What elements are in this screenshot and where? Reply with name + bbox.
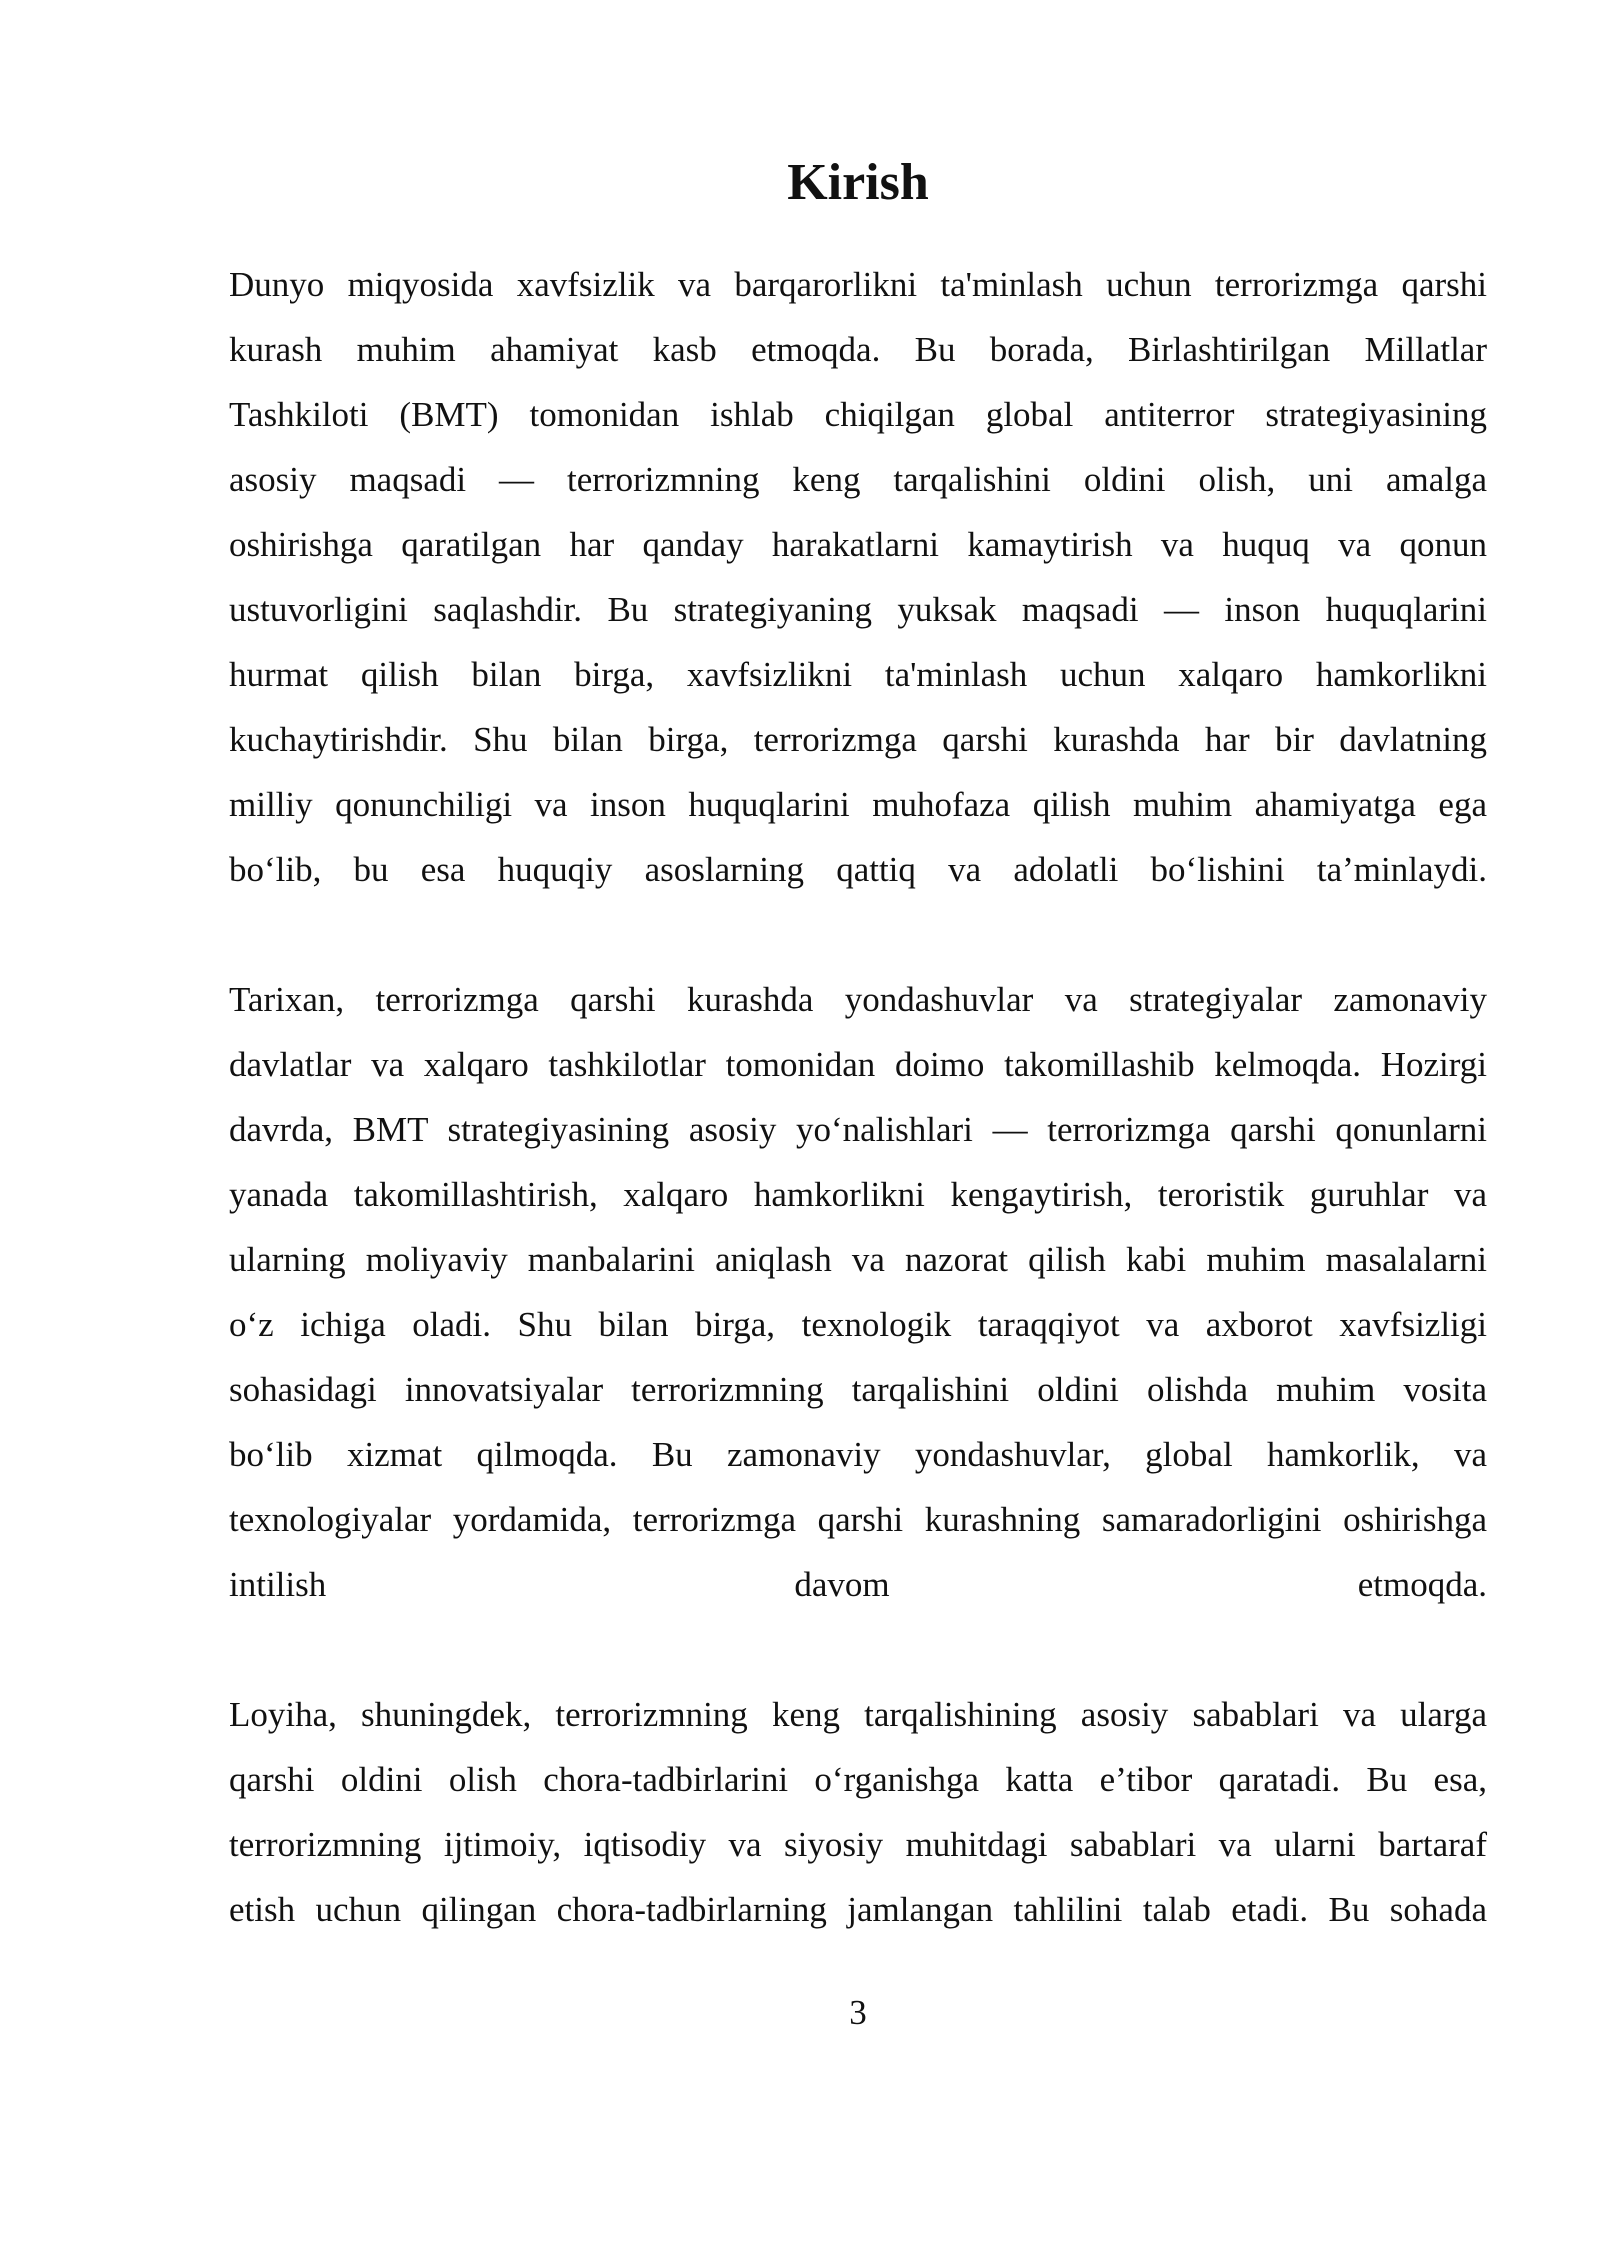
text-line: davrda, BMT strategiyasining asosiy yo‘nalishlari — terrorizmga qarshi qonunlarni xyxy=(229,1110,1487,1149)
text-line: Tarixan, terrorizmga qarshi kurashda yondashuvlar va strategiyalar zamonaviy xyxy=(229,980,1487,1019)
text-line: ularning moliyaviy manbalarini aniqlash va nazorat qilish kabi muhim masalalarni xyxy=(229,1240,1487,1279)
text-line: Dunyo miqyosida xavfsizlik va barqarorlikni ta'minlash uchun terrorizmga qarshi xyxy=(229,265,1487,304)
text-line: milliy qonunchiligi va inson huquqlarini muhofaza qilish muhim ahamiyatga ega xyxy=(229,785,1487,824)
text-line: kuchaytirishdir. Shu bilan birga, terrorizmga qarshi kurashda har bir davlatning xyxy=(229,720,1487,759)
text-line: o‘z ichiga oladi. Shu bilan birga, texnologik taraqqiyot va axborot xavfsizligi xyxy=(229,1305,1487,1344)
text-line: hurmat qilish bilan birga, xavfsizlikni ta'minlash uchun xalqaro hamkorlikni xyxy=(229,655,1487,694)
text-line: texnologiyalar yordamida, terrorizmga qarshi kurashning samaradorligini oshirishga xyxy=(229,1500,1487,1539)
text-line: ustuvorligini saqlashdir. Bu strategiyaning yuksak maqsadi — inson huquqlarini xyxy=(229,590,1487,629)
text-line: bo‘lib xizmat qilmoqda. Bu zamonaviy yondashuvlar, global hamkorlik, va xyxy=(229,1435,1487,1474)
text-line: sohasidagi innovatsiyalar terrorizmning tarqalishini oldini olishda muhim vosita xyxy=(229,1370,1487,1409)
text-line: etish uchun qilingan chora-tadbirlarning jamlangan tahlilini talab etadi. Bu sohada xyxy=(229,1890,1487,1929)
page-title: Kirish xyxy=(787,154,929,211)
text-line: kurash muhim ahamiyat kasb etmoqda. Bu borada, Birlashtirilgan Millatlar xyxy=(229,330,1487,369)
page-number: 3 xyxy=(849,1993,867,2032)
text-line: yanada takomillashtirish, xalqaro hamkorlikni kengaytirish, teroristik guruhlar va xyxy=(229,1175,1487,1214)
text-line: bo‘lib, bu esa huquqiy asoslarning qattiq va adolatli bo‘lishini ta’minlaydi. xyxy=(229,850,1487,889)
text-line: asosiy maqsadi — terrorizmning keng tarqalishini oldini olish, uni amalga xyxy=(229,460,1487,499)
text-line: intilish davom etmoqda. xyxy=(229,1565,1487,1604)
text-line: davlatlar va xalqaro tashkilotlar tomonidan doimo takomillashib kelmoqda. Hozirgi xyxy=(229,1045,1487,1084)
text-line: oshirishga qaratilgan har qanday harakatlarni kamaytirish va huquq va qonun xyxy=(229,525,1487,564)
text-line: Tashkiloti (BMT) tomonidan ishlab chiqilgan global antiterror strategiyasining xyxy=(229,395,1487,434)
text-line: qarshi oldini olish chora-tadbirlarini o‘rganishga katta e’tibor qaratadi. Bu esa, xyxy=(229,1760,1487,1799)
text-line: terrorizmning ijtimoiy, iqtisodiy va siyosiy muhitdagi sabablari va ularni bartaraf xyxy=(229,1825,1487,1864)
text-line: Loyiha, shuningdek, terrorizmning keng tarqalishining asosiy sabablari va ularga xyxy=(229,1695,1487,1734)
